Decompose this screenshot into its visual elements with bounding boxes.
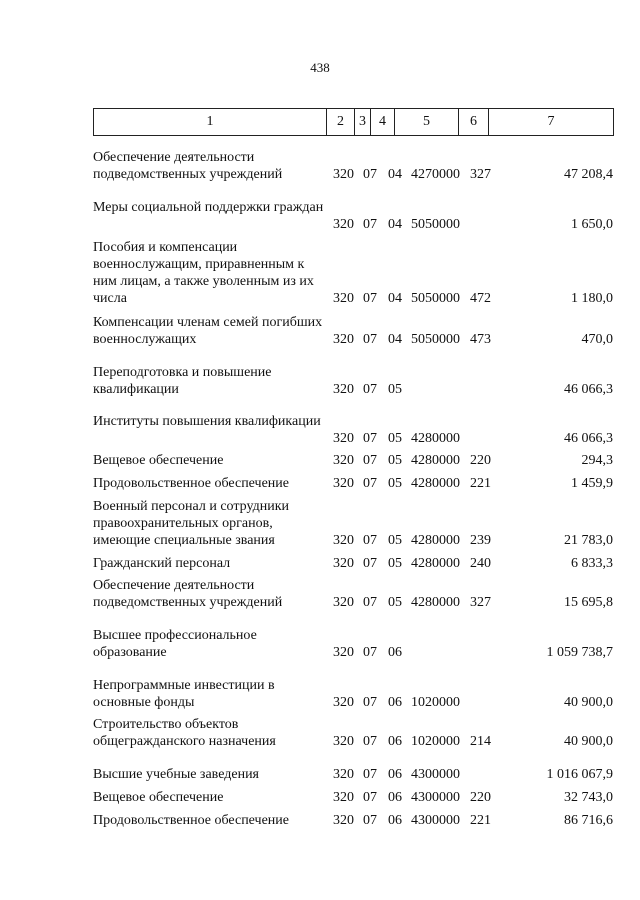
row-amount: 1 180,0 [571, 291, 613, 306]
row-code-6: 472 [470, 291, 491, 306]
row-name: Высшие учебные заведения [93, 767, 259, 782]
row-code-3: 07 [363, 431, 377, 446]
row-code-2: 320 [333, 476, 354, 491]
row-amount: 6 833,3 [571, 556, 613, 571]
row-code-2: 320 [333, 645, 354, 660]
row-code-2: 320 [333, 453, 354, 468]
table-row [0, 314, 640, 348]
row-name: Переподготовка и повышение квалификации [93, 365, 272, 397]
row-code-5: 4300000 [411, 767, 460, 782]
row-amount: 86 716,6 [564, 813, 613, 828]
row-amount: 40 900,0 [564, 695, 613, 710]
row-code-4: 04 [388, 291, 402, 306]
row-code-2: 320 [333, 332, 354, 347]
row-code-5: 5050000 [411, 291, 460, 306]
row-code-6: 220 [470, 453, 491, 468]
row-code-2: 320 [333, 767, 354, 782]
row-code-6: 221 [470, 476, 491, 491]
table-header [93, 108, 614, 136]
table-row [0, 413, 640, 447]
row-code-5: 4300000 [411, 813, 460, 828]
table-row [0, 812, 640, 829]
row-code-5: 4280000 [411, 533, 460, 548]
row-code-4: 05 [388, 431, 402, 446]
row-code-2: 320 [333, 734, 354, 749]
row-amount: 40 900,0 [564, 734, 613, 749]
row-name: Вещевое обеспечение [93, 453, 224, 468]
row-code-4: 05 [388, 453, 402, 468]
row-code-5: 5050000 [411, 332, 460, 347]
table-row [0, 577, 640, 611]
row-code-2: 320 [333, 217, 354, 232]
row-code-3: 07 [363, 767, 377, 782]
header-col-2: 2 [326, 109, 354, 135]
row-code-5: 4280000 [411, 453, 460, 468]
row-code-4: 04 [388, 332, 402, 347]
table-row [0, 239, 640, 307]
row-code-2: 320 [333, 695, 354, 710]
row-code-4: 06 [388, 645, 402, 660]
row-code-2: 320 [333, 790, 354, 805]
row-amount: 47 208,4 [564, 167, 613, 182]
row-name: Обеспечение деятельности подведомственных учреждений [93, 578, 283, 610]
row-amount: 15 695,8 [564, 595, 613, 610]
row-name: Институты повышения квалификации [93, 414, 321, 429]
row-code-6: 327 [470, 595, 491, 610]
row-code-2: 320 [333, 167, 354, 182]
row-amount: 1 459,9 [571, 476, 613, 491]
row-name: Компенсации членам семей погибших военнослужащих [93, 315, 323, 347]
row-amount: 294,3 [581, 453, 613, 468]
row-amount: 46 066,3 [564, 382, 613, 397]
row-code-4: 05 [388, 533, 402, 548]
table-row [0, 766, 640, 783]
row-code-3: 07 [363, 167, 377, 182]
row-amount: 46 066,3 [564, 431, 613, 446]
table-row [0, 364, 640, 398]
row-amount: 1 650,0 [571, 217, 613, 232]
row-code-2: 320 [333, 431, 354, 446]
row-code-6: 473 [470, 332, 491, 347]
header-col-6: 6 [458, 109, 488, 135]
row-name: Продовольственное обеспечение [93, 476, 289, 491]
row-code-3: 07 [363, 695, 377, 710]
row-code-2: 320 [333, 291, 354, 306]
table-row [0, 677, 640, 711]
header-col-3: 3 [354, 109, 370, 135]
row-code-2: 320 [333, 382, 354, 397]
row-name: Меры социальной поддержки граждан [93, 200, 324, 215]
table-row [0, 475, 640, 492]
row-name: Пособия и компенсации военнослужащим, приравненным к ним лицам, а также уволенным из их числа [93, 240, 314, 306]
row-code-4: 06 [388, 767, 402, 782]
row-code-3: 07 [363, 291, 377, 306]
row-code-3: 07 [363, 533, 377, 548]
row-code-3: 07 [363, 813, 377, 828]
row-code-3: 07 [363, 382, 377, 397]
row-code-5: 4280000 [411, 556, 460, 571]
row-code-3: 07 [363, 476, 377, 491]
header-col-7: 7 [488, 109, 613, 135]
row-name: Непрограммные инвестиции в основные фонды [93, 678, 275, 710]
header-col-4: 4 [370, 109, 394, 135]
row-code-2: 320 [333, 556, 354, 571]
row-name: Продовольственное обеспечение [93, 813, 289, 828]
row-code-5: 4280000 [411, 431, 460, 446]
row-code-5: 4300000 [411, 790, 460, 805]
row-code-3: 07 [363, 556, 377, 571]
row-code-3: 07 [363, 332, 377, 347]
row-amount: 32 743,0 [564, 790, 613, 805]
row-code-4: 05 [388, 476, 402, 491]
table-row [0, 716, 640, 750]
row-name: Строительство объектов общегражданского назначения [93, 717, 276, 749]
row-code-6: 327 [470, 167, 491, 182]
row-name: Вещевое обеспечение [93, 790, 224, 805]
header-col-5: 5 [394, 109, 458, 135]
row-code-4: 04 [388, 217, 402, 232]
table-row [0, 498, 640, 549]
table-row [0, 199, 640, 233]
row-code-6: 221 [470, 813, 491, 828]
row-code-4: 06 [388, 813, 402, 828]
row-amount: 1 059 738,7 [546, 645, 613, 660]
row-code-3: 07 [363, 645, 377, 660]
row-code-3: 07 [363, 453, 377, 468]
row-code-2: 320 [333, 595, 354, 610]
row-code-5: 4280000 [411, 595, 460, 610]
row-code-5: 4280000 [411, 476, 460, 491]
table-row [0, 627, 640, 661]
row-code-2: 320 [333, 813, 354, 828]
row-code-6: 220 [470, 790, 491, 805]
row-code-5: 1020000 [411, 734, 460, 749]
row-amount: 21 783,0 [564, 533, 613, 548]
row-name: Гражданский персонал [93, 556, 231, 571]
table-row [0, 452, 640, 469]
row-code-2: 320 [333, 533, 354, 548]
row-code-4: 06 [388, 734, 402, 749]
row-code-4: 05 [388, 595, 402, 610]
table-row [0, 789, 640, 806]
table-row [0, 149, 640, 183]
row-name: Военный персонал и сотрудники правоохранительных органов, имеющие специальные звания [93, 499, 289, 548]
row-code-6: 214 [470, 734, 491, 749]
row-code-3: 07 [363, 595, 377, 610]
row-code-4: 06 [388, 790, 402, 805]
row-name: Обеспечение деятельности подведомственных учреждений [93, 150, 283, 182]
row-name: Высшее профессиональное образование [93, 628, 257, 660]
row-code-5: 5050000 [411, 217, 460, 232]
row-code-5: 4270000 [411, 167, 460, 182]
row-amount: 470,0 [581, 332, 613, 347]
row-code-4: 05 [388, 556, 402, 571]
header-col-1: 1 [206, 114, 214, 129]
row-code-3: 07 [363, 790, 377, 805]
row-code-3: 07 [363, 734, 377, 749]
row-code-4: 04 [388, 167, 402, 182]
row-code-3: 07 [363, 217, 377, 232]
row-code-4: 06 [388, 695, 402, 710]
row-code-5: 1020000 [411, 695, 460, 710]
table-row [0, 555, 640, 572]
row-code-4: 05 [388, 382, 402, 397]
row-amount: 1 016 067,9 [546, 767, 613, 782]
row-code-6: 239 [470, 533, 491, 548]
row-code-6: 240 [470, 556, 491, 571]
page-number: 438 [310, 60, 330, 75]
